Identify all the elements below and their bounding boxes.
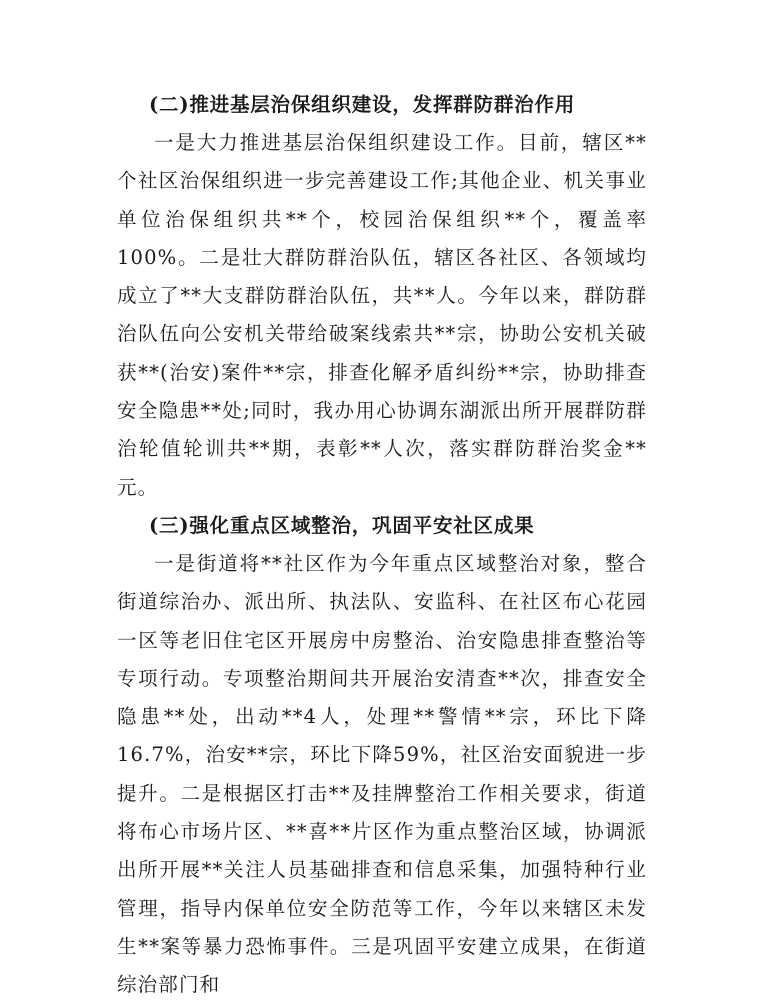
section-paragraph-3: 一是街道将**社区作为今年重点区域整治对象，整合街道综治办、派出所、执法队、安监科、在社区布心花园一区等老旧住宅区开展房中房整治、治安隐患排查整治等专项行动。专项整治期间共开展治安清查**次，排查安全隐患**处，出动**4人，处理**警情**宗，环比下降16.7%，治安**宗，环比下降59%，社区治安面貌进一步提升。二是根据区打击**及挂牌整治工作相关要求，街道将布心市场片区、**喜**片区作为重点整治区域，协调派出所开展**关注人员基础排查和信息采集，加强特种行业管理，指导内保单位安全防范等工作，今年以来辖区未发生**案等暴力恐怖事件。三是巩固平安建立成果，在街道综治部门和 [117,551,647,997]
section-heading-2: (二)推进基层治保组织建设，发挥群防群治作用 [149,93,576,116]
section-paragraph-2: 一是大力推进基层治保组织建设工作。目前，辖区**个社区治保组织进一步完善建设工作;其他企业、机关事业单位治保组织共**个，校园治保组织**个，覆盖率100%。二是壮大群防群治队伍，辖区各社区、各领域均成立了**大支群防群治队伍，共**人。今年以来，群防群治队伍向公安机关带给破案线索共**宗，协助公安机关破获**(治安)案件**宗，排查化解矛盾纠纷**宗，协助排查安全隐患**处;同时，我办用心协调东湖派出所开展群防群治轮值轮训共**期，表彰**人次，落实群防群治奖金**元。 [117,131,647,499]
document-body [117,86,647,1005]
section-heading-3: (三)强化重点区域整治，巩固平安社区成果 [149,513,535,537]
